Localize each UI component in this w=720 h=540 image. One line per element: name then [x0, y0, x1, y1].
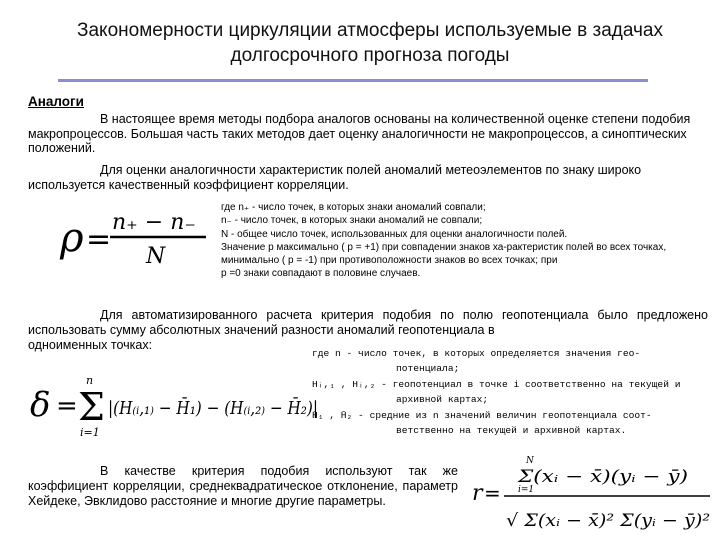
rho-note-2: n₋ - число точек, в которых знаки аномалий не совпали; [221, 215, 483, 227]
delta-note-5: H̄₁ , H̄₂ - средние из n значений величин геопотенциала соот- [312, 409, 652, 421]
delta-notes [312, 346, 712, 442]
rho-note-5: минимально ( p = -1) при противоположности знаков во всех точках; при [221, 255, 558, 267]
formula-r-sum-bottom: i=1 [518, 485, 535, 495]
paragraph-intro [28, 112, 708, 156]
section-heading: Аналоги [28, 94, 84, 109]
delta-note-6: ветственно на текущей и архивной картах. [396, 425, 627, 437]
rho-notes [221, 201, 709, 281]
page-title [20, 18, 720, 68]
paragraph-geopotential-text: Для автоматизированного расчета критерия подобия по полю геопотенциала было предложено использовать сумму абсолютных значений разности аномалий геопотенциала в [28, 308, 708, 338]
paragraph-geopotential-last: одноименных точках: [28, 338, 153, 353]
paragraph-correlation [28, 163, 708, 192]
formula-delta-sigma: Σ [78, 385, 105, 429]
formula-rho-denominator: N [146, 244, 166, 269]
paragraph-intro-text: В настоящее время методы подбора аналогов основаны на количественной оценке степени подобия макропроцессов. Большая часть таких методов дает оценку аналогичности не макропроцессов, а синоптических положений. [28, 112, 691, 155]
paragraph-criteria-text: В качестве критерия подобия используют так же коэффициент корреляции, среднеквадратическое отклонение, параметр Хейдеке, Эвклидово расстояние и многие другие параметры. [28, 464, 458, 509]
formula-delta-eq: = [56, 391, 78, 421]
paragraph-correlation-text: Для оценки аналогичности характеристик полей аномалий метеоэлементов по знаку широко используется качественный коэффициент корреляции. [28, 163, 642, 192]
formula-rho-numerator: n₊ − n₋ [112, 210, 196, 235]
formula-delta [28, 370, 356, 440]
formula-rho-lhs: ρ [60, 215, 84, 261]
formula-r-numerator: Σ(xᵢ − x̄)(yᵢ − ȳ) [516, 467, 688, 487]
formula-r-eq: = [484, 481, 501, 505]
formula-delta-sum-top: n [86, 374, 94, 387]
paragraph-criteria [28, 464, 458, 510]
formula-r-denominator: √ Σ(xᵢ − x̄)² Σ(yᵢ − ȳ)² [506, 511, 711, 531]
rho-note-4: Значение p максимально ( p = +1) при совпадении знаков ха-рактеристик полей во всех точках, [221, 241, 667, 253]
formula-delta-sum-bottom: i=1 [80, 426, 100, 439]
formula-r-lhs: r [472, 481, 483, 506]
delta-note-3: Hᵢ,₁ , Hᵢ,₂ - геопотенциал в точке i соответственно на текущей и [312, 378, 681, 390]
formula-r-sum-top: N [526, 456, 534, 466]
delta-note-1: где n - число точек, в которых определяется значения гео- [312, 348, 641, 359]
formula-rho-eq: = [86, 222, 112, 257]
rho-note-1: где n₊ - число точек, в которых знаки аномалий совпали; [221, 202, 486, 213]
formula-rho [60, 203, 210, 273]
rho-note-3: N - общее число точек, использованных для оценки аналогичности полей. [221, 228, 568, 240]
delta-note-2: потенциала; [396, 363, 460, 375]
delta-note-4: архивной картах; [396, 394, 489, 406]
title-line-2: долгосрочного прогноза погоды [230, 45, 510, 66]
formula-correlation [466, 454, 716, 540]
formula-delta-lhs: δ [30, 385, 51, 425]
rho-note-6: p =0 знаки совпадают в половине случаев. [221, 268, 421, 280]
title-line-1: Закономерности циркуляции атмосферы используемые в задачах [77, 20, 663, 41]
title-divider [58, 79, 648, 82]
formula-delta-body: |(H₍ᵢ,₁₎ − H̄₁) − (H₍ᵢ,₂₎ − H̄₂)| [108, 398, 356, 419]
